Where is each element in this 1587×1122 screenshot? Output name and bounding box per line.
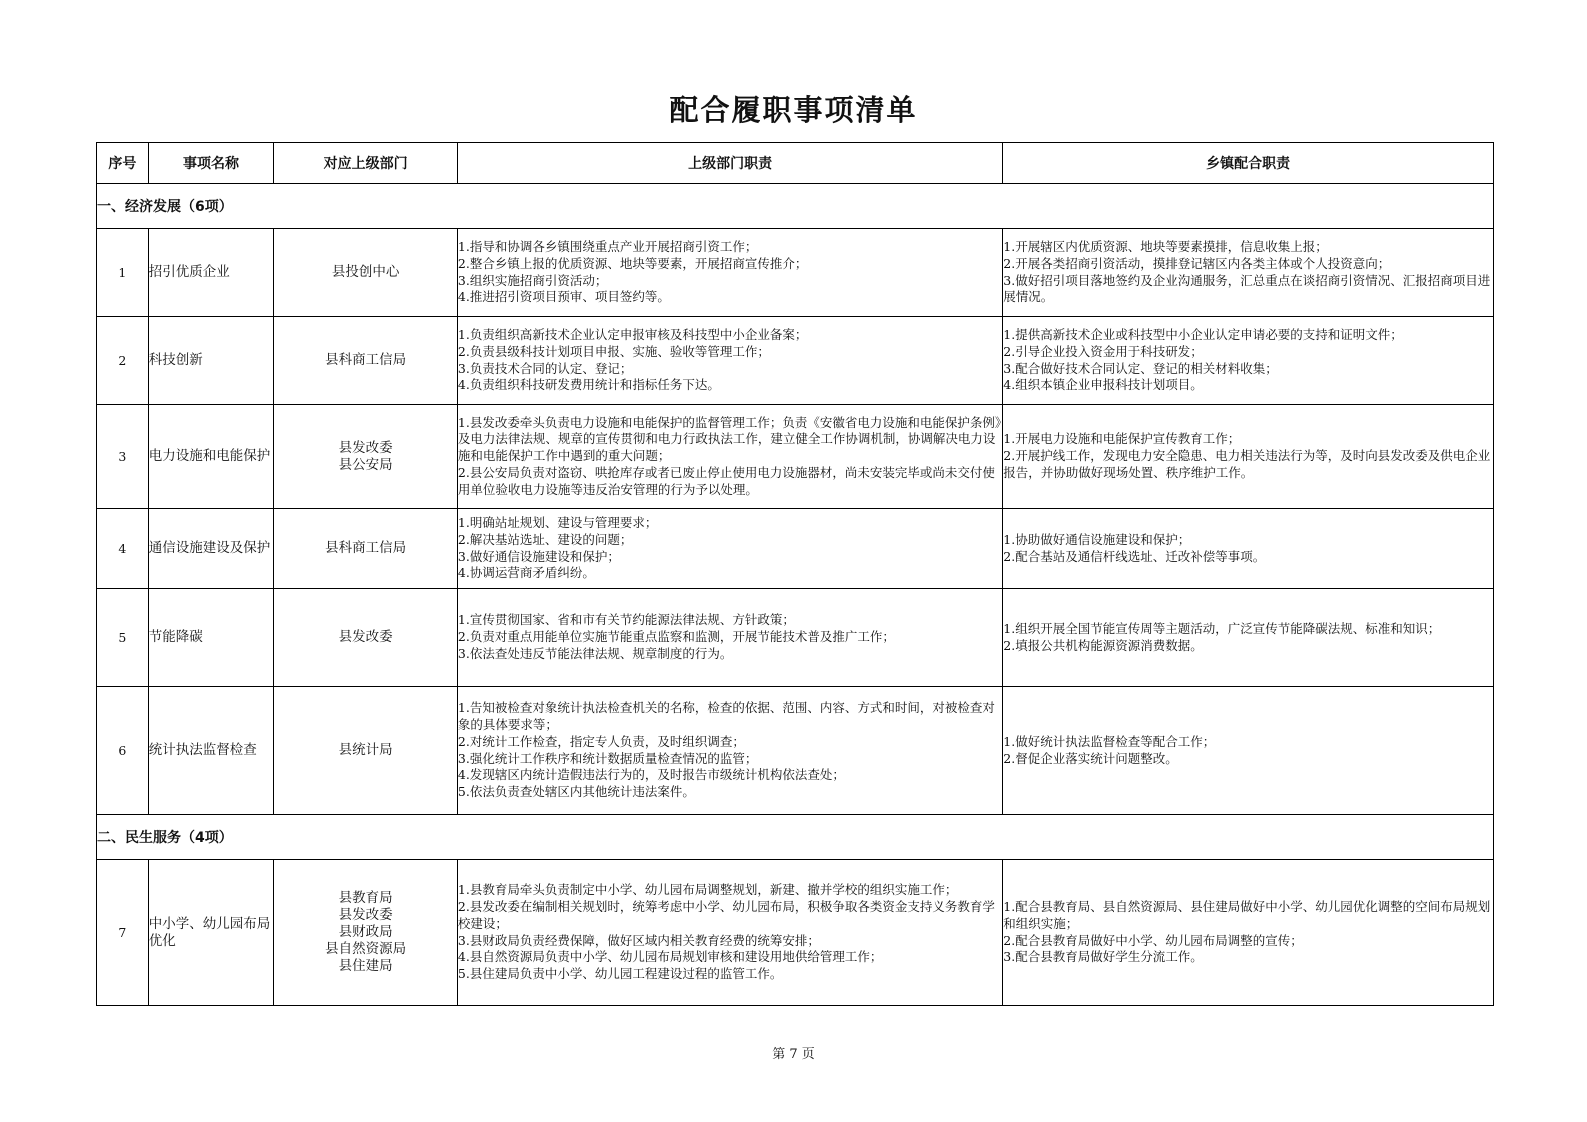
duty-item: 4.县自然资源局负责中小学、幼儿园布局规划审核和建设用地供给管理工作； xyxy=(457,949,883,965)
item-name: 电力设施和电能保护 xyxy=(148,405,274,509)
table-body xyxy=(97,184,1494,1006)
duty-item: 3.配合做好技术合同认定、登记的相关材料收集； xyxy=(1003,360,1278,376)
header-row xyxy=(97,143,1494,184)
duty-item: 1.配合县教育局、县自然资源局、县住建局做好中小学、幼儿园优化调整的空间布局规划和组织实施； xyxy=(1003,898,1491,931)
header-name: 事项名称 xyxy=(148,143,274,184)
department-name: 县教育局 xyxy=(338,890,393,906)
upper-duty xyxy=(457,405,1002,509)
duty-item: 2.填报公共机构能源资源消费数据。 xyxy=(1003,637,1203,653)
department-name: 县科商工信局 xyxy=(325,352,407,368)
upper-department xyxy=(274,589,457,687)
duty-item: 4.组织本镇企业申报科技计划项目。 xyxy=(1003,377,1203,393)
duty-item: 2.解决基站选址、建设的问题； xyxy=(457,531,633,547)
upper-duty xyxy=(457,509,1002,589)
duty-item: 2.引导企业投入资金用于科技研发； xyxy=(1003,343,1203,359)
duty-item: 2.配合县教育局做好中小学、幼儿园布局调整的宣传； xyxy=(1003,932,1303,948)
table-row xyxy=(97,589,1494,687)
duty-item: 2.整合乡镇上报的优质资源、地块等要素，开展招商宣传推介； xyxy=(457,255,808,271)
row-number: 5 xyxy=(97,589,149,687)
duty-item: 1.提供高新技术企业或科技型中小企业认定申请必要的支持和证明文件； xyxy=(1003,326,1403,342)
duty-item: 1.宣传贯彻国家、省和市有关节约能源法律法规、方针政策； xyxy=(457,612,795,628)
duty-item: 3.依法查处违反节能法律法规、规章制度的行为。 xyxy=(457,645,733,661)
item-name: 中小学、幼儿园布局优化 xyxy=(148,860,274,1006)
upper-department xyxy=(274,860,457,1006)
department-name: 县发改委 xyxy=(338,439,393,456)
header-num: 序号 xyxy=(97,143,149,184)
duty-item: 4.协调运营商矛盾纠纷。 xyxy=(457,565,595,581)
row-number: 4 xyxy=(97,509,149,589)
table-row xyxy=(97,860,1494,1006)
town-duty xyxy=(1003,687,1494,815)
row-number: 6 xyxy=(97,687,149,815)
duty-item: 2.开展各类招商引资活动，摸排登记辖区内各类主体或个人投资意向； xyxy=(1003,255,1391,271)
duty-item: 1.做好统计执法监督检查等配合工作； xyxy=(1003,733,1216,749)
department-name: 县统计局 xyxy=(338,742,393,758)
upper-duty xyxy=(457,317,1002,405)
table-row xyxy=(97,317,1494,405)
duty-item: 1.县教育局牵头负责制定中小学、幼儿园布局调整规划，新建、撤并学校的组织实施工作； xyxy=(457,882,958,898)
duty-item: 3.做好通信设施建设和保护； xyxy=(457,548,620,564)
department-name: 县公安局 xyxy=(338,456,393,473)
upper-duty xyxy=(457,687,1002,815)
duty-item: 5.依法负责查处辖区内其他统计违法案件。 xyxy=(457,784,695,800)
town-duty xyxy=(1003,509,1494,589)
duty-item: 1.协助做好通信设施建设和保护； xyxy=(1003,531,1191,547)
duty-item: 1.负责组织高新技术企业认定申报审核及科技型中小企业备案； xyxy=(457,326,808,342)
department-name: 县住建局 xyxy=(338,958,393,974)
row-number: 3 xyxy=(97,405,149,509)
department-name: 县自然资源局 xyxy=(325,941,407,957)
duty-item: 1.明确站址规划、建设与管理要求； xyxy=(457,514,658,530)
row-number: 7 xyxy=(97,860,149,1006)
duty-item: 2.对统计工作检查，指定专人负责，及时组织调查； xyxy=(457,733,745,749)
town-duty xyxy=(1003,860,1494,1006)
duty-item: 4.发现辖区内统计造假违法行为的，及时报告市级统计机构依法查处； xyxy=(457,767,845,783)
duty-item: 4.推进招引资项目预审、项目签约等。 xyxy=(457,289,670,305)
duty-item: 3.县财政局负责经费保障，做好区域内相关教育经费的统筹安排； xyxy=(457,932,820,948)
duty-item: 1.告知被检查对象统计执法检查机关的名称，检查的依据、范围、内容、方式和时间，对被检查对象的具体要求等； xyxy=(457,700,995,732)
duty-item: 2.县公安局负责对盗窃、哄抢库存或者已废止停止使用电力设施器材，尚未安装完毕或尚未交付使用单位验收电力设施等违反治安管理的行为予以处理。 xyxy=(457,464,995,497)
duty-item: 2.配合基站及通信杆线选址、迁改补偿等事项。 xyxy=(1003,548,1266,564)
duty-item: 5.县住建局负责中小学、幼儿园工程建设过程的监管工作。 xyxy=(457,966,783,982)
duty-item: 1.县发改委牵头负责电力设施和电能保护的监督管理工作；负责《安徽省电力设施和电能保护条例》及电力法律法规、规章的宣传贯彻和电力行政执法工作，建立健全工作协调机制，协调解决电力设施和电能保护工作中遇到的重大问题； xyxy=(457,414,1002,464)
upper-department xyxy=(274,405,457,509)
duty-item: 2.督促企业落实统计问题整改。 xyxy=(1003,750,1178,766)
duty-item: 1.开展辖区内优质资源、地块等要素摸排，信息收集上报； xyxy=(1003,238,1328,254)
header-upper-duty: 上级部门职责 xyxy=(457,143,1002,184)
section-row xyxy=(97,815,1494,860)
department-name: 县发改委 xyxy=(338,629,393,645)
upper-duty xyxy=(457,860,1002,1006)
upper-duty xyxy=(457,229,1002,317)
department-name: 县发改委 xyxy=(338,907,393,923)
header-town-duty: 乡镇配合职责 xyxy=(1003,143,1494,184)
duty-item: 2.负责县级科技计划项目申报、实施、验收等管理工作； xyxy=(457,343,770,359)
duty-item: 2.开展护线工作，发现电力安全隐患、电力相关违法行为等，及时向县发改委及供电企业报告，并协助做好现场处置、秩序维护工作。 xyxy=(1003,448,1491,480)
table-row xyxy=(97,405,1494,509)
upper-department xyxy=(274,509,457,589)
section-heading: 二、民生服务（4项） xyxy=(97,815,1494,860)
row-number: 2 xyxy=(97,317,149,405)
town-duty xyxy=(1003,229,1494,317)
duty-item: 4.负责组织科技研发费用统计和指标任务下达。 xyxy=(457,377,720,393)
duty-item: 3.强化统计工作秩序和统计数据质量检查情况的监管； xyxy=(457,750,758,766)
item-name: 通信设施建设及保护 xyxy=(148,509,274,589)
section-heading: 一、经济发展（6项） xyxy=(97,184,1494,229)
duty-item: 2.负责对重点用能单位实施节能重点监察和监测，开展节能技术普及推广工作； xyxy=(457,629,895,645)
duty-item: 3.组织实施招商引资活动； xyxy=(457,272,608,288)
table-row xyxy=(97,509,1494,589)
header-dept: 对应上级部门 xyxy=(274,143,457,184)
row-number: 1 xyxy=(97,229,149,317)
department-name: 县科商工信局 xyxy=(325,540,407,556)
department-name: 县财政局 xyxy=(338,924,393,940)
item-name: 招引优质企业 xyxy=(148,229,274,317)
town-duty xyxy=(1003,589,1494,687)
upper-department xyxy=(274,687,457,815)
duty-item: 3.配合县教育局做好学生分流工作。 xyxy=(1003,949,1203,965)
page-title: 配合履职事项清单 xyxy=(669,93,918,127)
section-row xyxy=(97,184,1494,229)
duty-item: 1.指导和协调各乡镇围绕重点产业开展招商引资工作； xyxy=(457,238,758,254)
duty-item: 3.做好招引项目落地签约及企业沟通服务，汇总重点在谈招商引资情况、汇报招商项目进展情况。 xyxy=(1003,272,1491,305)
upper-department xyxy=(274,229,457,317)
duty-item: 1.开展电力设施和电能保护宣传教育工作； xyxy=(1003,431,1241,447)
upper-duty xyxy=(457,589,1002,687)
item-name: 节能降碳 xyxy=(148,589,274,687)
page-number: 第 7 页 xyxy=(772,1047,815,1062)
item-name: 统计执法监督检查 xyxy=(148,687,274,815)
department-name: 县投创中心 xyxy=(331,264,400,280)
duty-item: 1.组织开展全国节能宣传周等主题活动，广泛宣传节能降碳法规、标准和知识； xyxy=(1003,620,1441,636)
table-row xyxy=(97,229,1494,317)
upper-department xyxy=(274,317,457,405)
duty-item: 2.县发改委在编制相关规划时，统筹考虑中小学、幼儿园布局，积极争取各类资金支持义务教育学校建设； xyxy=(457,898,995,931)
duty-table xyxy=(96,142,1494,1006)
town-duty xyxy=(1003,317,1494,405)
town-duty xyxy=(1003,405,1494,509)
duty-item: 3.负责技术合同的认定、登记； xyxy=(457,360,633,376)
table-row xyxy=(97,687,1494,815)
item-name: 科技创新 xyxy=(148,317,274,405)
